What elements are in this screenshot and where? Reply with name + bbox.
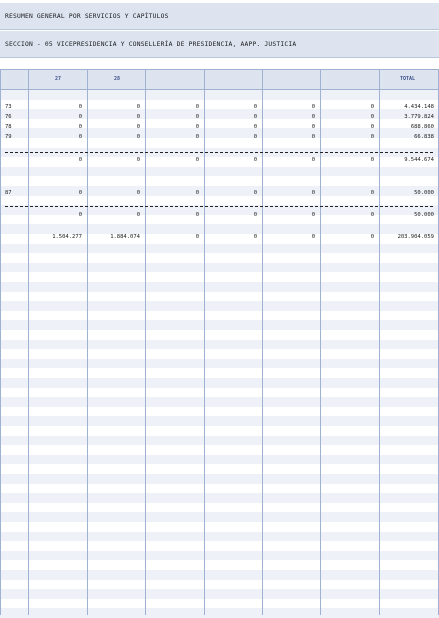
column-divider	[87, 69, 88, 615]
row-value: 0	[78, 134, 82, 140]
separator-line	[5, 152, 433, 153]
row-value: 0	[311, 234, 315, 240]
row-code: 76	[5, 114, 12, 120]
row-stripe	[0, 359, 439, 369]
row-value: 4.434.148	[404, 104, 434, 110]
row-value: 1.504.277	[52, 234, 82, 240]
row-stripe	[0, 570, 439, 580]
row-value: 203.904.059	[397, 234, 434, 240]
column-divider	[262, 69, 263, 615]
report-title-text: RESUMEN GENERAL POR SERVICIOS Y CAPÍTULOS	[5, 12, 169, 20]
row-stripe	[0, 436, 439, 446]
row-value: 0	[311, 157, 315, 163]
row-value: 0	[311, 190, 315, 196]
row-value: 0	[195, 104, 199, 110]
row-value: 0	[253, 212, 257, 218]
column-header: 28	[114, 76, 121, 82]
row-code: 79	[5, 134, 12, 140]
row-value: 0	[136, 124, 140, 130]
row-value: 1.884.074	[110, 234, 140, 240]
row-code: 73	[5, 104, 12, 110]
row-stripe	[0, 263, 439, 273]
row-value: 0	[136, 114, 140, 120]
column-header: 27	[55, 76, 62, 82]
row-code: 87	[5, 190, 12, 196]
row-value: 0	[136, 212, 140, 218]
row-stripe	[0, 378, 439, 388]
column-divider	[320, 69, 321, 615]
row-value: 0	[253, 190, 257, 196]
row-value: 0	[195, 134, 199, 140]
row-code: 78	[5, 124, 12, 130]
row-value: 0	[78, 157, 82, 163]
row-value: 0	[370, 190, 374, 196]
column-header: TOTAL	[400, 76, 416, 82]
row-value: 0	[370, 104, 374, 110]
row-value: 50.000	[414, 212, 434, 218]
row-value: 0	[311, 124, 315, 130]
row-value: 0	[311, 104, 315, 110]
row-value: 0	[136, 134, 140, 140]
row-stripe	[0, 532, 439, 542]
row-value: 0	[136, 157, 140, 163]
row-value: 0	[253, 104, 257, 110]
row-stripe	[0, 244, 439, 254]
row-value: 0	[195, 124, 199, 130]
row-value: 0	[253, 234, 257, 240]
row-stripe	[0, 224, 439, 234]
row-value: 9.544.674	[404, 157, 434, 163]
row-value: 0	[78, 104, 82, 110]
row-value: 0	[195, 190, 199, 196]
row-value: 0	[136, 190, 140, 196]
section-title-text: SECCION - 05 VICEPRESIDENCIA Y CONSELLERÍA DE PRESIDENCIA, AAPP. JUSTICIA	[5, 40, 297, 48]
row-value: 0	[195, 157, 199, 163]
row-stripe	[0, 90, 439, 100]
report-title	[0, 3, 439, 30]
row-stripe	[0, 320, 439, 330]
row-stripe	[0, 608, 439, 618]
row-value: 0	[78, 212, 82, 218]
row-stripe	[0, 282, 439, 292]
column-divider	[204, 69, 205, 615]
row-stripe	[0, 301, 439, 311]
column-divider	[379, 69, 380, 615]
row-stripe	[0, 474, 439, 484]
row-value: 0	[195, 234, 199, 240]
row-value: 688.860	[410, 124, 434, 130]
row-value: 3.779.824	[404, 114, 434, 120]
separator-line	[5, 206, 433, 207]
row-stripe	[0, 167, 439, 177]
row-stripe	[0, 551, 439, 561]
row-value: 0	[311, 114, 315, 120]
row-value: 0	[78, 190, 82, 196]
row-value: 0	[253, 157, 257, 163]
row-value: 0	[78, 124, 82, 130]
row-value: 0	[370, 234, 374, 240]
row-stripe	[0, 416, 439, 426]
section-title	[0, 31, 439, 58]
row-value: 0	[195, 114, 199, 120]
row-value: 0	[370, 134, 374, 140]
row-stripe	[0, 340, 439, 350]
row-value: 0	[370, 212, 374, 218]
row-value: 0	[311, 134, 315, 140]
row-value: 0	[136, 104, 140, 110]
row-value: 0	[253, 114, 257, 120]
row-value: 50.000	[414, 190, 434, 196]
row-value: 0	[370, 157, 374, 163]
row-stripe	[0, 589, 439, 599]
row-value: 66.838	[414, 134, 434, 140]
row-stripe	[0, 455, 439, 465]
row-value: 0	[370, 124, 374, 130]
row-value: 0	[253, 134, 257, 140]
row-value: 0	[370, 114, 374, 120]
row-stripe	[0, 512, 439, 522]
column-divider	[145, 69, 146, 615]
row-value: 0	[78, 114, 82, 120]
row-stripe	[0, 493, 439, 503]
row-value: 0	[195, 212, 199, 218]
row-stripe	[0, 397, 439, 407]
row-value: 0	[311, 212, 315, 218]
table-header-band	[0, 69, 439, 90]
row-value: 0	[253, 124, 257, 130]
column-divider	[28, 69, 29, 615]
column-divider	[0, 69, 1, 615]
